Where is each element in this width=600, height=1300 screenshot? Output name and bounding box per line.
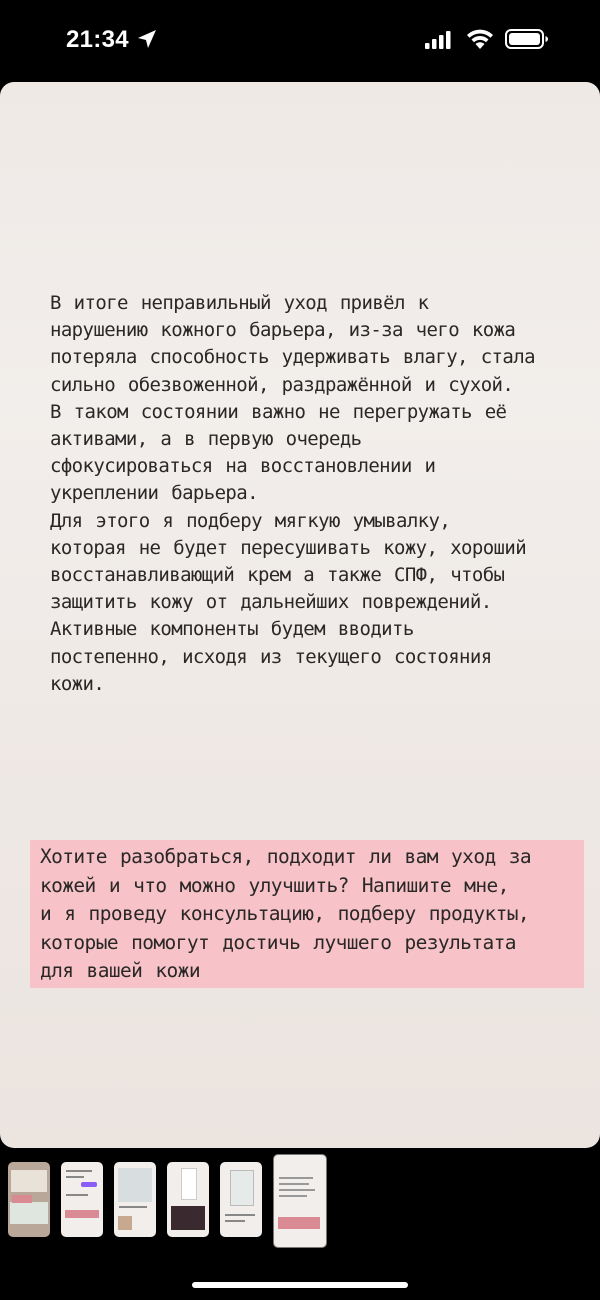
location-arrow-icon: [136, 28, 158, 50]
thumbnail-6-selected[interactable]: [273, 1154, 327, 1248]
cta-text: Хотите разобраться, подходит ли вам уход за кожей и что можно улучшить? Напишите мне, и я проведу консультацию, подберу продукты, которые помогут достичь лучшего результата для вашей кожи: [40, 845, 532, 982]
home-indicator[interactable]: [192, 1282, 408, 1288]
battery-icon: [505, 29, 549, 49]
story-card[interactable]: [0, 82, 600, 1148]
status-time: 21:34: [66, 26, 129, 53]
cellular-signal-icon: [425, 31, 451, 49]
cta-highlight-box: [30, 840, 584, 988]
thumbnail-3[interactable]: [114, 1162, 156, 1237]
thumbnail-2[interactable]: [61, 1162, 103, 1237]
thumbnail-strip: [0, 1150, 600, 1250]
thumbnail-5[interactable]: [220, 1162, 262, 1237]
wifi-icon: [466, 28, 494, 50]
status-bar: [0, 0, 600, 80]
thumbnail-4[interactable]: [167, 1162, 209, 1237]
thumbnail-1[interactable]: [8, 1162, 50, 1237]
story-main-text: В итоге неправильный уход привёл к нарушению кожного барьера, из-за чего кожа потеряла способность удерживать влагу, стала сильно обезвоженной, раздражённой и сухой. В таком состоянии важно не перегружать её активами, а в первую очередь сфокусироваться на восстановлении и укреплении барьера. Для этого я подберу мягкую умывалку, которая не будет пересушивать кожу, хороший восстанавливающий крем а также СПФ, чтобы защитить кожу от дальнейших повреждений. Активные компоненты будем вводить постепенно, исходя из текущего состояния кожи.: [50, 292, 535, 695]
